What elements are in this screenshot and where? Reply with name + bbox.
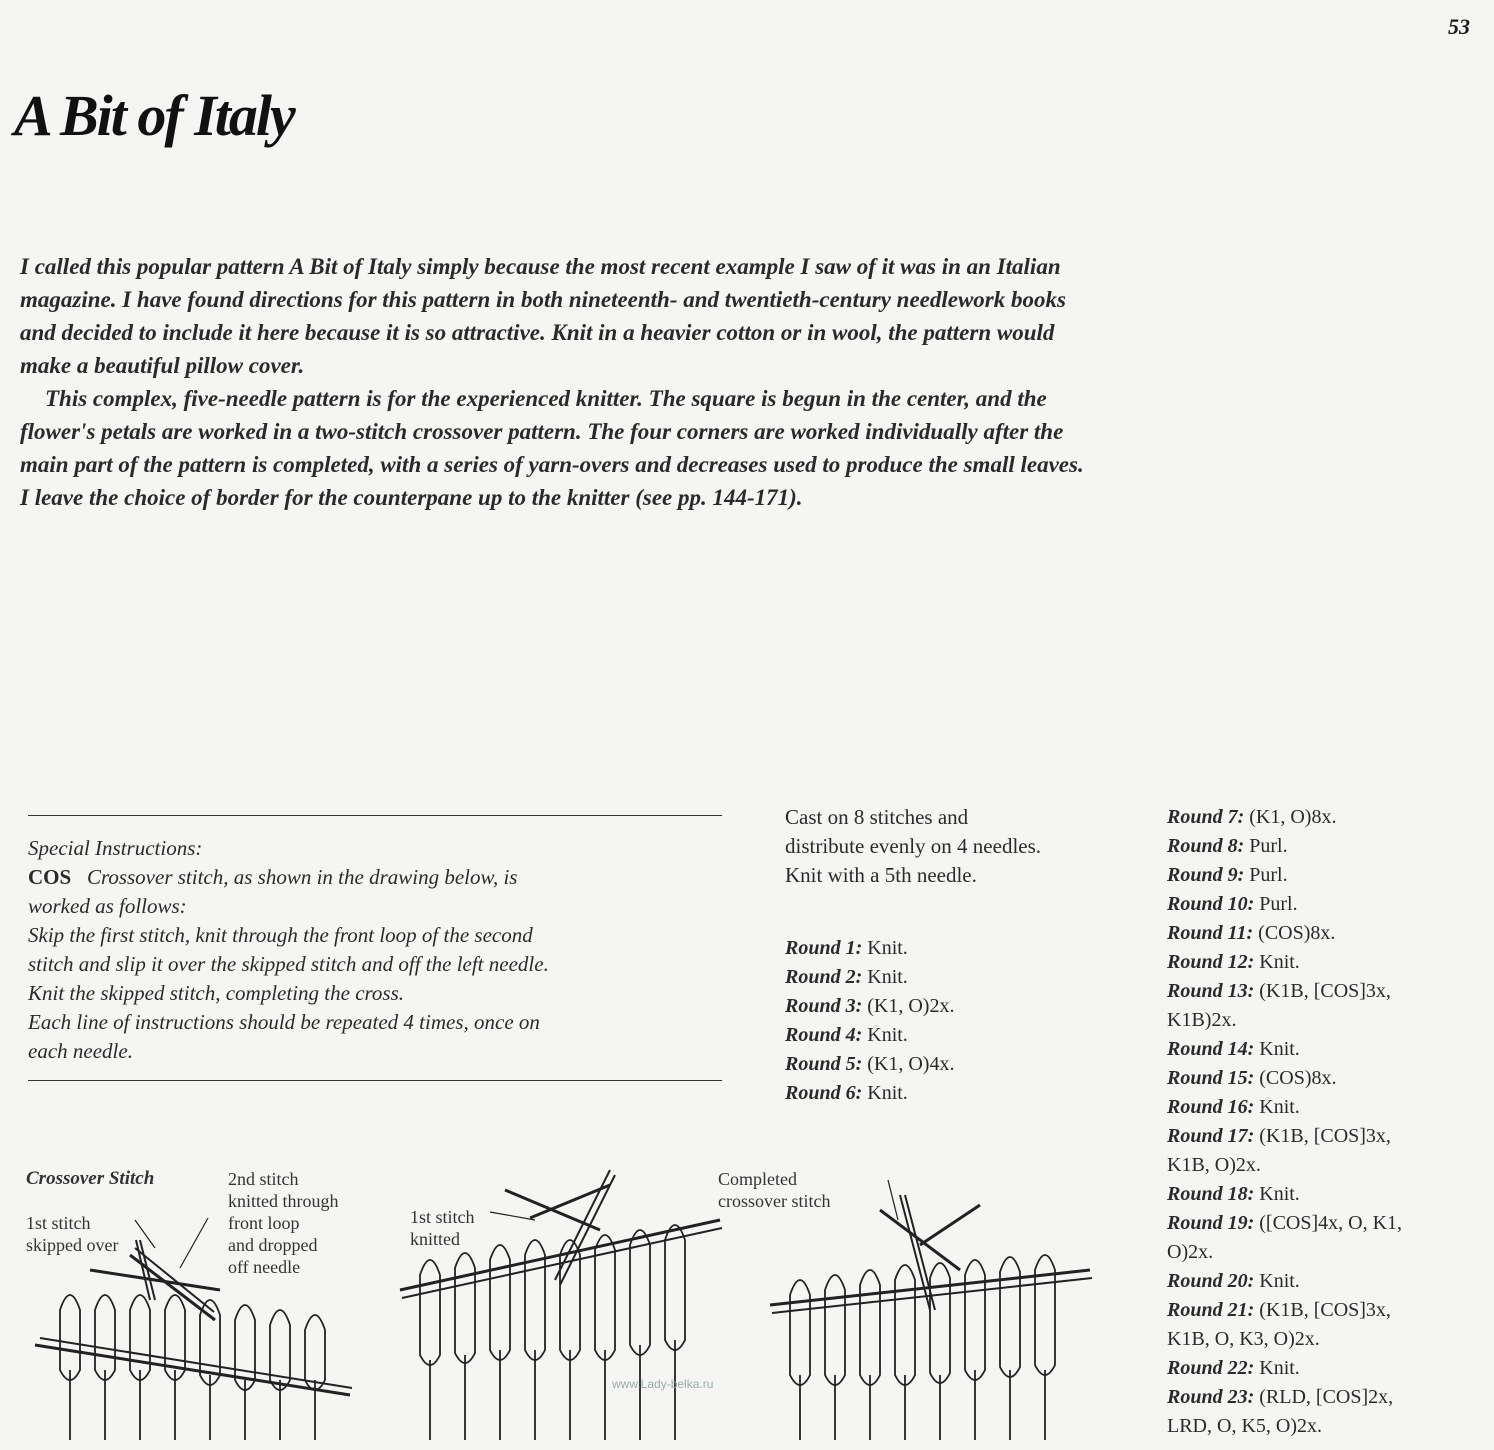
cos-term: COS [28, 865, 72, 889]
round-label: Round 22: [1167, 1357, 1255, 1379]
round-text: (K1, O)2x. [867, 995, 955, 1017]
round-instruction [1167, 919, 1487, 948]
diagram-label-knitted: 1st stitch knitted [410, 1207, 475, 1249]
round-instruction [1167, 1035, 1487, 1064]
round-label: Round 19: [1167, 1212, 1255, 1234]
knitting-illustration [0, 1160, 1130, 1450]
special-instructions [28, 834, 722, 1066]
special-instructions-line: Skip the first stitch, knit through the front loop of the second [28, 923, 533, 947]
round-label: Round 17: [1167, 1125, 1255, 1147]
round-label: Round 23: [1167, 1386, 1255, 1408]
round-continuation: K1B, O, K3, O)2x. [1167, 1328, 1320, 1350]
round-text: (K1, O)4x. [867, 1053, 955, 1075]
cast-on-instructions: Cast on 8 stitches and distribute evenly on 4 needles. Knit with a 5th needle. [785, 805, 1042, 887]
round-instruction [1167, 890, 1487, 919]
round-instruction [785, 1079, 1115, 1108]
round-instruction [1167, 948, 1487, 977]
round-text: Knit. [1259, 1038, 1300, 1060]
round-text: ([COS]4x, O, K1, [1259, 1212, 1403, 1234]
round-text: Knit. [1259, 1270, 1300, 1292]
round-text: Knit. [1259, 951, 1300, 973]
round-instruction [1167, 1296, 1487, 1325]
round-instruction [1167, 1064, 1487, 1093]
round-continuation: LRD, O, K5, O)2x. [1167, 1415, 1322, 1437]
round-text: Knit. [867, 1082, 908, 1104]
round-label: Round 18: [1167, 1183, 1255, 1205]
special-instructions-line: stitch and slip it over the skipped stitch and off the left needle. [28, 952, 549, 976]
round-instruction [785, 992, 1115, 1021]
round-text: (RLD, [COS]2x, [1259, 1386, 1394, 1408]
diagram-label-completed: Completed crossover stitch [718, 1169, 831, 1211]
round-label: Round 20: [1167, 1270, 1255, 1292]
round-text: (K1, O)8x. [1249, 806, 1337, 828]
round-text: (K1B, [COS]3x, [1259, 1299, 1391, 1321]
special-instructions-line: Knit the skipped stitch, completing the cross. [28, 981, 405, 1005]
round-text: (COS)8x. [1258, 922, 1336, 944]
round-label: Round 5: [785, 1053, 863, 1075]
round-label: Round 1: [785, 937, 863, 959]
round-text: Knit. [867, 1024, 908, 1046]
round-instruction [1167, 1267, 1487, 1296]
round-instruction [785, 963, 1115, 992]
special-instructions-line: Each line of instructions should be repeated 4 times, once on [28, 1010, 540, 1034]
round-label: Round 3: [785, 995, 863, 1017]
special-instructions-line [28, 863, 722, 892]
round-instruction [785, 934, 1115, 963]
round-text: (K1B, [COS]3x, [1259, 1125, 1391, 1147]
special-instructions-box [28, 815, 722, 1081]
round-label: Round 10: [1167, 893, 1255, 915]
round-instruction [1167, 977, 1487, 1006]
round-instruction [1167, 832, 1487, 861]
round-label: Round 7: [1167, 806, 1245, 828]
page-number: 53 [1448, 14, 1470, 39]
special-instructions-text: Crossover stitch, as shown in the drawing below, is [86, 865, 518, 889]
round-label: Round 6: [785, 1082, 863, 1104]
round-text: (COS)8x. [1259, 1067, 1337, 1089]
intro-paragraph-2: This complex, five-needle pattern is for the experienced knitter. The square is begun in the center, and the flower's petals are worked in a two-stitch crossover pattern. The four corners are worked individually after the main part of the pattern is completed, with a series of yarn-overs and decreases used to produce the small leaves. I leave the choice of border for the counterpane up to the knitter (see pp. 144-171). [20, 386, 1084, 510]
round-label: Round 15: [1167, 1067, 1255, 1089]
round-label: Round 4: [785, 1024, 863, 1046]
round-label: Round 9: [1167, 864, 1245, 886]
round-continuation: K1B, O)2x. [1167, 1154, 1261, 1176]
knitting-drawing-1 [35, 1218, 352, 1440]
special-instructions-heading: Special Instructions: [28, 836, 203, 860]
round-label: Round 11: [1167, 922, 1254, 944]
round-instruction [1167, 1354, 1487, 1383]
round-continuation: O)2x. [1167, 1241, 1214, 1263]
watermark: www.Lady-belka.ru [612, 1377, 714, 1391]
diagram-label-second: 2nd stitch knitted through front loop and dropped off needle [228, 1169, 339, 1277]
round-instruction [1167, 1093, 1487, 1122]
diagram-label-skipped: 1st stitch skipped over [26, 1213, 119, 1255]
round-instruction [785, 1021, 1115, 1050]
intro-paragraph-1: I called this popular pattern A Bit of Italy simply because the most recent example I saw of it was in an Italian magazine. I have found directions for this pattern in both nineteenth- and twentieth-century needlework books and decided to include it here because it is so attractive. Knit in a heavier cotton or in wool, the pattern would make a beautiful pillow cover. [20, 254, 1066, 378]
round-instruction [1167, 1122, 1487, 1151]
round-text: Purl. [1259, 893, 1298, 915]
round-label: Round 2: [785, 966, 863, 988]
knitting-drawing-3 [770, 1180, 1092, 1440]
diagram-title: Crossover Stitch [26, 1168, 155, 1189]
round-label: Round 14: [1167, 1038, 1255, 1060]
round-label: Round 12: [1167, 951, 1255, 973]
rounds-column-1 [785, 934, 1115, 1108]
round-text: Knit. [867, 937, 908, 959]
round-instruction [785, 1050, 1115, 1079]
special-instructions-line: worked as follows: [28, 894, 187, 918]
round-instruction [1167, 1180, 1487, 1209]
rounds-column-2 [1167, 803, 1487, 1441]
round-text: Knit. [867, 966, 908, 988]
round-label: Round 13: [1167, 980, 1255, 1002]
round-label: Round 21: [1167, 1299, 1255, 1321]
knitting-drawing-2 [400, 1170, 722, 1440]
crossover-stitch-diagram [0, 1160, 1130, 1450]
round-label: Round 16: [1167, 1096, 1255, 1118]
round-text: Knit. [1259, 1096, 1300, 1118]
page-title: A Bit of Italy [14, 83, 294, 148]
round-instruction [1167, 1383, 1487, 1412]
round-text: Knit. [1259, 1357, 1300, 1379]
round-text: Purl. [1249, 835, 1288, 857]
round-instruction [1167, 803, 1487, 832]
round-text: Knit. [1259, 1183, 1300, 1205]
round-text: (K1B, [COS]3x, [1259, 980, 1391, 1002]
round-label: Round 8: [1167, 835, 1245, 857]
round-instruction [1167, 861, 1487, 890]
round-continuation: K1B)2x. [1167, 1009, 1237, 1031]
round-instruction [1167, 1209, 1487, 1238]
round-text: Purl. [1249, 864, 1288, 886]
special-instructions-line: each needle. [28, 1039, 133, 1063]
intro-text [20, 250, 1090, 514]
